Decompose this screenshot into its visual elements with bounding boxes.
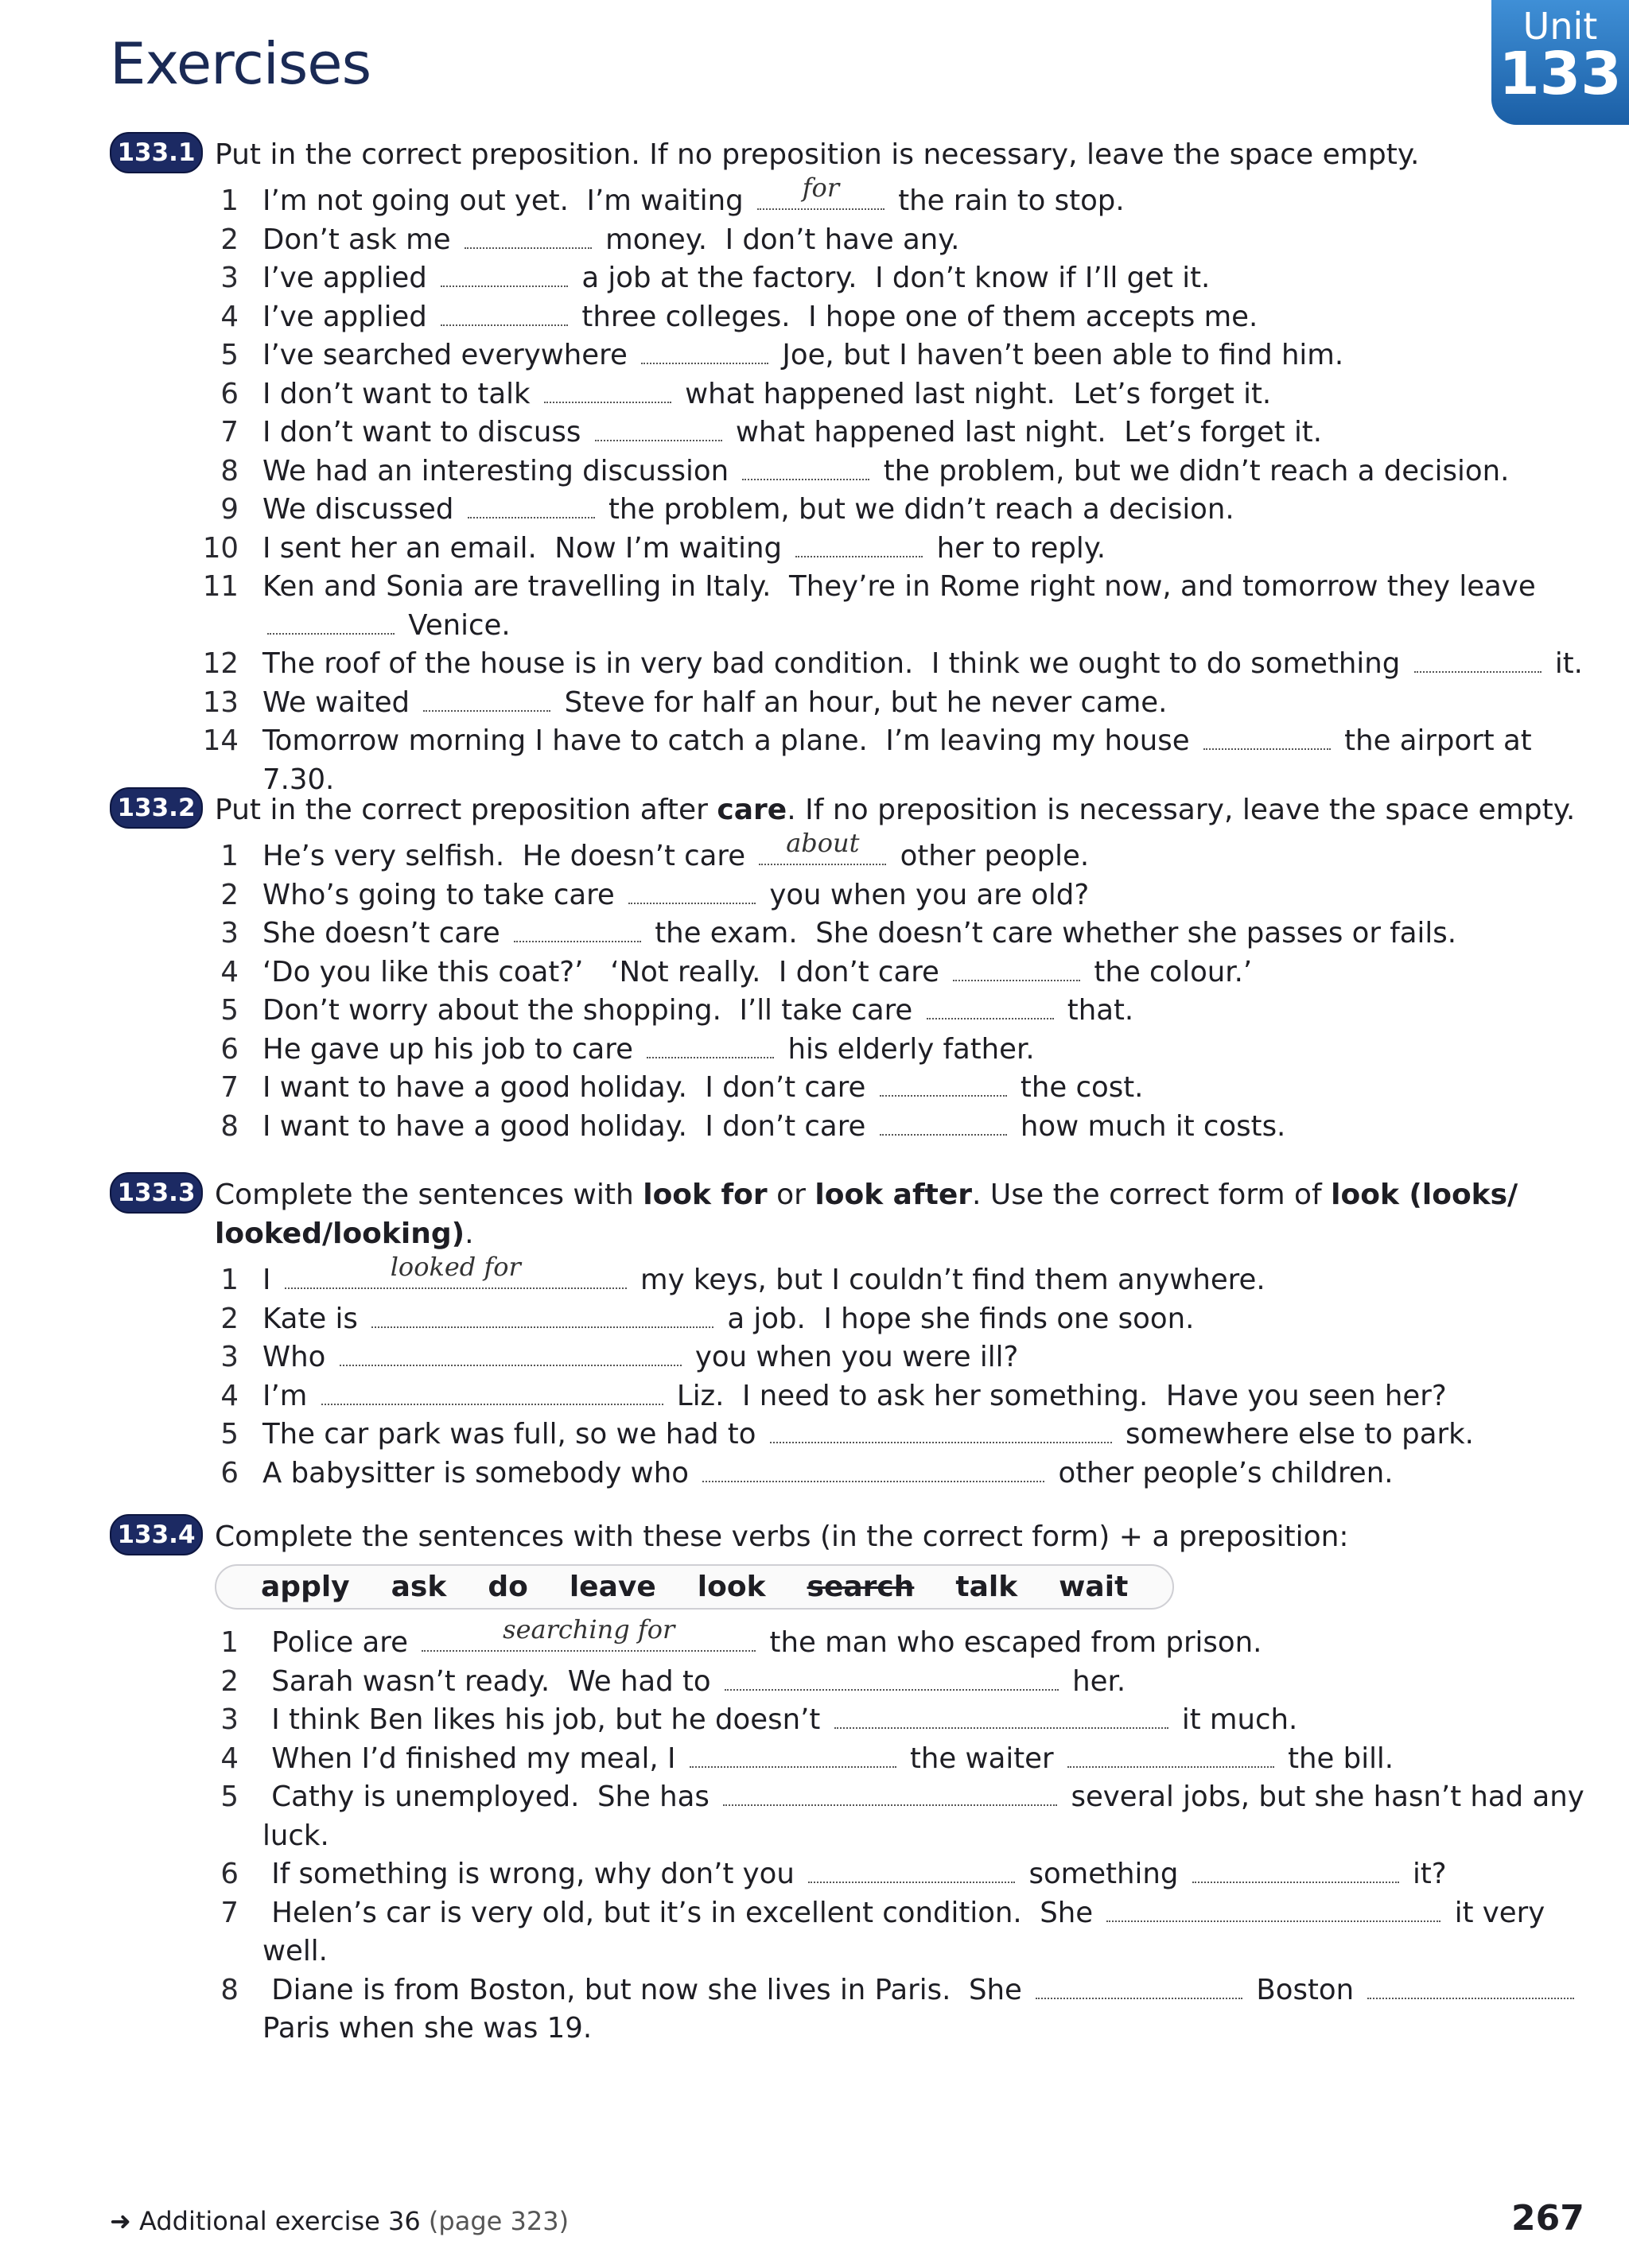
item-body [262,1031,1613,1070]
exercise-instruction: Put in the correct preposition. If no preposition is necessary, leave the space empty. [215,138,1420,171]
answer-blank[interactable] [702,1457,1044,1482]
exercise-item [186,1031,1613,1070]
answer-blank[interactable] [1367,1974,1574,1999]
exercise-item [186,1251,1613,1300]
item-text: I want to have a good holiday. I don’t care [262,1109,875,1143]
item-text: Tomorrow morning I have to catch a plane. I’m leaving my house [262,724,1199,757]
exercise-item [186,1416,1613,1454]
item-number: 1 [220,840,239,872]
item-body [262,827,1613,876]
item-body [262,336,1613,375]
exercise-item [186,568,1613,645]
item-body [262,491,1613,530]
instruction-text: Put in the correct preposition after [215,794,717,826]
item-text: I’ve applied [262,300,437,333]
item-text: When I’d finished my meal, I [262,1742,685,1775]
item-number: 8 [220,454,239,487]
instruction-text: Complete the sentences with [215,1179,643,1211]
item-body [262,1069,1613,1108]
exercise-133-1 [110,135,1613,799]
exercise-item [186,1338,1613,1377]
exercise-133-3 [110,1175,1613,1493]
exercise-item [186,259,1613,298]
answer-blank[interactable] [808,1858,1015,1883]
item-number: 4 [220,300,239,333]
exercise-item [186,915,1613,953]
item-body [262,1454,1613,1493]
unit-label: Unit [1522,5,1598,48]
item-body [262,1894,1613,1971]
footer-reference[interactable] [110,2206,569,2236]
item-text: the problem, but we didn’t reach a decision. [874,454,1510,487]
handwritten-answer: for [802,172,840,203]
unit-number: 133 [1499,40,1622,108]
exercise-items [186,172,1613,799]
item-body [262,722,1613,799]
item-text: I think Ben likes his job, but he doesn’t [262,1703,830,1736]
item-text: Don’t ask me [262,223,460,256]
item-text: how much it costs. [1011,1109,1286,1143]
item-text: He gave up his job to care [262,1032,643,1066]
item-number: 8 [220,1109,239,1143]
answer-blank[interactable] [1192,1858,1399,1883]
exercise-item [186,1377,1613,1416]
item-number: 9 [220,493,239,526]
item-text: A babysitter is somebody who [262,1456,698,1489]
item-body [262,530,1613,569]
word-option: apply [261,1571,350,1603]
item-text: Helen’s car is very old, but it’s in excellent condition. She [262,1896,1102,1929]
answer-blank[interactable] [770,1418,1112,1443]
exercise-badge: 133.1 [110,132,203,173]
item-number: 5 [220,994,239,1027]
item-number: 14 [202,724,239,757]
word-option: search [807,1571,915,1603]
item-number: 13 [202,685,239,719]
item-text: Who’s going to take care [262,878,624,911]
answer-blank[interactable] [880,1110,1007,1136]
item-text: the rain to stop. [888,184,1125,217]
exercise-item [186,1454,1613,1493]
answer-blank[interactable] [441,301,568,326]
exercise-item [186,992,1613,1031]
item-body [262,1778,1613,1855]
item-number: 12 [202,647,239,680]
exercise-instruction: Complete the sentences with these verbs (in the correct form) + a preposition: [215,1520,1349,1553]
footer-label: Additional exercise 36 [138,2206,421,2236]
answer-blank[interactable] [321,1380,663,1405]
item-body [262,1251,1613,1300]
exercise-instruction [215,790,1613,829]
answer-blank[interactable] [544,378,671,403]
word-box [215,1564,1174,1610]
item-text: it much. [1172,1703,1307,1736]
item-text: Liz. I need to ask her something. Have you seen her? [667,1379,1447,1412]
item-number: 3 [220,1341,239,1373]
handwritten-answer: about [786,827,860,858]
item-text: the bill. [1278,1742,1403,1775]
item-number: 2 [220,1302,239,1335]
item-text: Steve for half an hour, but he never came. [555,685,1168,719]
item-text: We had an interesting discussion [262,454,738,487]
item-text: it? [1403,1858,1456,1890]
exercise-item [186,452,1613,491]
instruction-text: . If no preposition is necessary, leave the space empty. [787,794,1576,826]
item-text: her. [1063,1664,1135,1698]
answer-blank[interactable] [723,1781,1057,1806]
exercise-item [186,1855,1613,1894]
item-text: Boston [1247,1973,1363,2006]
item-text: you when you are old? [760,878,1090,911]
item-text: I’m [262,1379,317,1412]
answer-blank[interactable] [267,609,395,635]
arrow-icon: ➜ [110,2206,131,2236]
item-text: her to reply. [927,531,1106,565]
item-text: I [262,1264,280,1296]
item-text: the cost. [1011,1071,1144,1104]
item-number: 1 [220,1264,239,1296]
item-body [262,221,1613,260]
exercise-badge: 133.2 [110,787,203,829]
item-text: my keys, but I couldn’t find them anywhere. [631,1264,1265,1296]
item-text: several jobs, but she hasn’t had any luck. [262,1781,1594,1852]
exercise-badge: 133.3 [110,1172,203,1214]
answer-blank[interactable] [725,1665,1059,1691]
item-body [262,876,1613,915]
answer-blank[interactable] [1067,1742,1274,1768]
word-option: wait [1059,1571,1129,1603]
answer-blank[interactable] [641,339,768,364]
instruction-text: . Use the correct form of [972,1179,1332,1211]
item-body [262,1971,1613,2049]
exercise-133-4 [110,1517,1613,2049]
item-number: 5 [220,339,239,371]
item-number: 7 [220,416,239,449]
item-text: somewhere else to park. [1116,1418,1474,1451]
word-option: ask [391,1571,447,1603]
item-text: it very well. [262,1896,1554,1967]
exercise-items [186,1614,1613,2049]
item-number: 6 [220,1858,239,1890]
item-number: 7 [220,1896,239,1929]
item-body [262,1108,1613,1147]
word-option: talk [955,1571,1018,1603]
item-text: that. [1058,994,1134,1027]
exercise-item [186,1069,1613,1108]
answer-blank[interactable] [834,1703,1168,1729]
answer-blank[interactable] [1414,647,1542,673]
exercise-item [186,336,1613,375]
answer-blank[interactable] [742,455,869,480]
item-body [262,915,1613,953]
item-text: you when you were ill? [686,1341,1019,1373]
item-body [262,684,1613,723]
item-body [262,375,1613,414]
exercise-item [186,530,1613,569]
item-body [262,1377,1613,1416]
item-body [262,953,1613,992]
item-text: Sarah wasn’t ready. We had to [262,1664,720,1698]
handwritten-answer: looked for [390,1251,521,1282]
exercise-item [186,1300,1613,1339]
item-text: I’m not going out yet. I’m waiting [262,184,752,217]
exercise-items [186,827,1613,1146]
item-number: 4 [220,955,239,988]
exercise-item [186,172,1613,221]
item-number: 3 [220,1703,239,1736]
item-text: Who [262,1341,335,1373]
item-number: 3 [220,917,239,950]
answer-blank[interactable] [759,827,886,865]
item-body [262,172,1613,221]
exercise-item [186,684,1613,723]
answer-blank[interactable] [514,917,641,942]
answer-blank[interactable] [880,1071,1007,1097]
answer-blank[interactable] [1203,724,1331,750]
item-number: 6 [220,1032,239,1066]
item-number: 7 [220,1071,239,1104]
item-number: 4 [220,1379,239,1412]
item-text: Paris when she was 19. [262,1973,1588,2045]
item-number: 1 [220,1626,239,1659]
item-text: three colleges. I hope one of them accepts me. [573,300,1258,333]
item-text: the exam. She doesn’t care whether she passes or fails. [645,917,1457,950]
item-text: it. [1545,647,1583,680]
item-text: the airport at 7.30. [262,724,1541,796]
handwritten-answer: searching for [503,1614,675,1645]
item-text: other people’s children. [1049,1456,1394,1489]
exercise-badge: 133.4 [110,1514,203,1555]
instruction-keyword: care [717,794,787,826]
instruction-keyword: look for [643,1179,768,1211]
item-body [262,992,1613,1031]
item-text: The car park was full, so we had to [262,1418,765,1451]
item-body [262,1855,1613,1894]
item-body [262,298,1613,337]
exercise-item [186,1108,1613,1147]
item-text: I’ve searched everywhere [262,339,637,371]
instruction-text: or [767,1179,815,1211]
item-text: Police are [262,1626,418,1659]
item-text: I’ve applied [262,262,437,294]
item-number: 10 [202,531,239,565]
exercise-item [186,827,1613,876]
item-text: I don’t want to discuss [262,416,590,449]
item-text: If something is wrong, why don’t you [262,1858,804,1890]
answer-blank[interactable] [1036,1974,1242,1999]
exercise-item [186,722,1613,799]
item-text: the colour.’ [1085,955,1253,988]
exercise-item [186,953,1613,992]
instruction-keyword: look (looks/ [1331,1179,1518,1211]
answer-blank[interactable] [757,172,884,210]
item-text: ‘Do you like this coat?’ ‘Not really. I don’t care [262,955,949,988]
item-number: 3 [220,262,239,294]
answer-blank[interactable] [465,223,592,249]
item-number: 8 [220,1973,239,2006]
item-text: the problem, but we didn’t reach a decision. [599,493,1234,526]
exercise-item [186,1663,1613,1702]
exercise-item [186,414,1613,452]
item-text: We waited [262,685,419,719]
item-text: Diane is from Boston, but now she lives in Paris. She [262,1973,1032,2006]
exercise-instruction [215,1175,1519,1253]
answer-blank[interactable] [795,532,923,557]
item-text: Don’t worry about the shopping. I’ll take care [262,994,922,1027]
answer-blank[interactable] [371,1303,713,1328]
word-option: leave [569,1571,656,1603]
item-body [262,1663,1613,1702]
answer-blank[interactable] [1106,1897,1440,1922]
item-body [262,1701,1613,1740]
exercise-items [186,1251,1613,1493]
exercise-item [186,1778,1613,1855]
exercise-item [186,1971,1613,2049]
exercise-item [186,876,1613,915]
item-body [262,1338,1613,1377]
item-number: 1 [220,184,239,217]
answer-blank[interactable] [423,686,550,712]
exercise-item [186,1614,1613,1663]
exercise-item [186,645,1613,684]
exercise-133-2 [110,790,1613,1146]
item-text: what happened last night. Let’s forget it. [726,416,1323,449]
item-body [262,259,1613,298]
word-option: look [697,1571,766,1603]
answer-blank[interactable] [628,879,756,904]
word-option: do [488,1571,528,1603]
exercise-item [186,221,1613,260]
item-body [262,452,1613,491]
item-number: 6 [220,377,239,410]
item-body [262,414,1613,452]
answer-blank[interactable] [647,1033,774,1058]
item-text: a job. I hope she finds one soon. [718,1302,1195,1335]
item-text: the man who escaped from prison. [760,1626,1271,1659]
answer-blank[interactable] [927,994,1054,1019]
item-text: I sent her an email. Now I’m waiting [262,531,791,565]
item-text: I want to have a good holiday. I don’t care [262,1071,875,1104]
answer-blank[interactable] [953,956,1080,981]
exercise-item [186,298,1613,337]
page-number: 267 [1511,2198,1584,2239]
item-body [262,568,1613,645]
item-text: Cathy is unemployed. She has [262,1781,719,1813]
item-number: 5 [220,1781,239,1813]
item-text: Ken and Sonia are travelling in Italy. They’re in Rome right now, and tomorrow they leave [262,570,1545,603]
item-text: We discussed [262,493,463,526]
answer-blank[interactable] [285,1251,627,1289]
item-body [262,645,1613,684]
exercise-item [186,1894,1613,1971]
exercise-item [186,491,1613,530]
answer-blank[interactable] [422,1614,756,1652]
item-text: The roof of the house is in very bad condition. I think we ought to do something [262,647,1409,680]
footer-page-ref: (page 323) [428,2206,570,2236]
item-number: 2 [220,878,239,911]
item-text: She doesn’t care [262,917,509,950]
item-text: his elderly father. [779,1032,1035,1066]
item-text: Joe, but I haven’t been able to find him. [773,339,1344,371]
item-text: something [1020,1858,1188,1890]
item-text: money. I don’t have any. [596,223,960,256]
item-text: a job at the factory. I don’t know if I’ll get it. [573,262,1211,294]
unit-tab [1491,0,1629,125]
item-number: 11 [202,570,239,603]
item-text: I don’t want to talk [262,377,539,410]
answer-blank[interactable] [690,1742,896,1768]
answer-blank[interactable] [340,1341,682,1366]
instruction-keyword: look after [814,1179,973,1211]
item-text: He’s very selfish. He doesn’t care [262,840,755,872]
item-number: 2 [220,1664,239,1698]
answer-blank[interactable] [595,416,722,441]
answer-blank[interactable] [441,262,568,287]
page-title: Exercises [110,30,371,97]
exercise-item [186,1740,1613,1779]
exercise-item [186,1701,1613,1740]
item-text: Venice. [399,608,511,642]
exercise-item [186,375,1613,414]
item-body [262,1416,1613,1454]
item-number: 2 [220,223,239,256]
item-body [262,1300,1613,1339]
item-number: 6 [220,1456,239,1489]
item-text: the waiter [900,1742,1063,1775]
item-body [262,1740,1613,1779]
item-text: Kate is [262,1302,367,1335]
item-text: other people. [891,840,1090,872]
instruction-text: . [465,1217,474,1250]
item-text: what happened last night. Let’s forget it. [675,377,1272,410]
item-number: 5 [220,1418,239,1451]
answer-blank[interactable] [468,493,595,518]
item-body [262,1614,1613,1663]
instruction-keyword: looked/looking) [215,1217,465,1250]
item-number: 4 [220,1742,239,1775]
